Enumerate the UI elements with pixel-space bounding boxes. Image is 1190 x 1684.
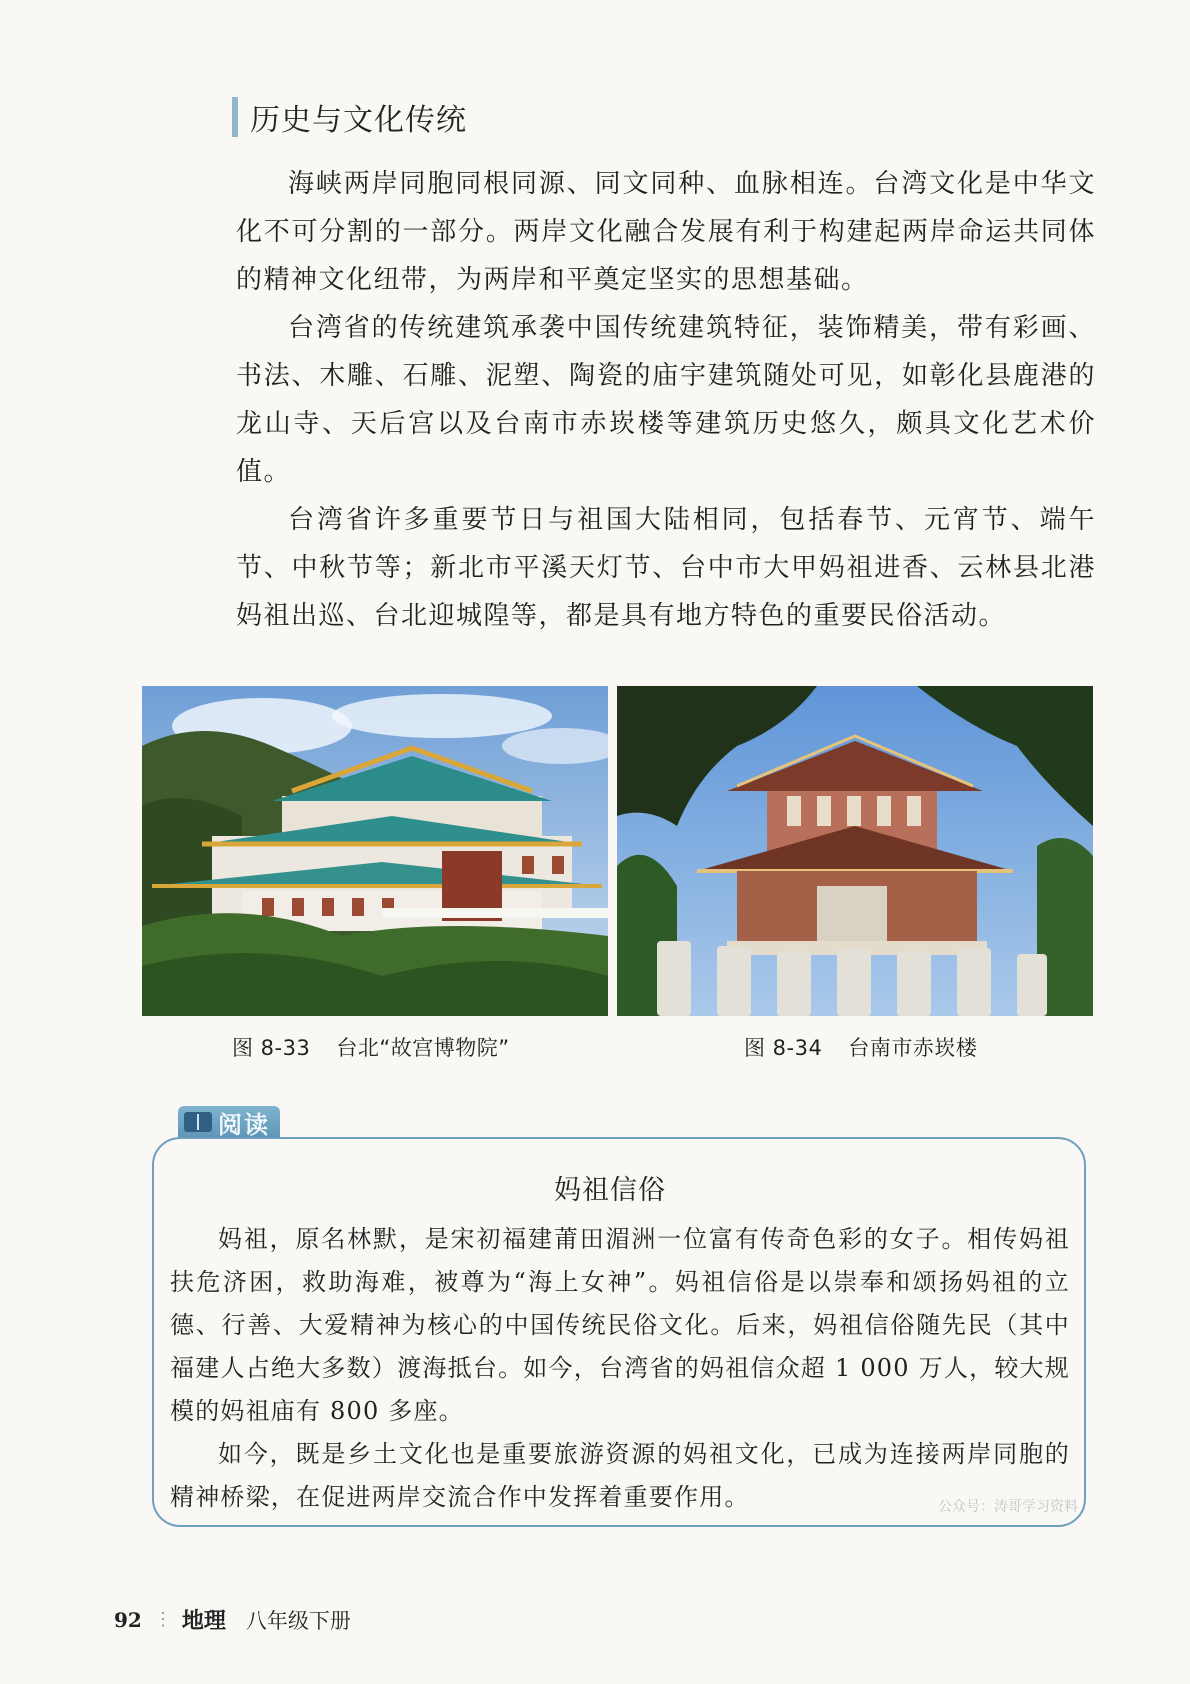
reading-tag-label: 阅读 xyxy=(218,1110,270,1139)
body-paragraph: 海峡两岸同胞同根同源、同文同种、血脉相连。台湾文化是中华文化不可分割的一部分。两岸文化融合发展有利于构建起两岸命运共同体的精神文化纽带，为两岸和平奠定坚实的思想基础。 xyxy=(236,169,1096,295)
reading-title: 妈祖信俗 xyxy=(554,1175,666,1206)
palace-museum-photo xyxy=(142,686,608,1016)
figure-caption-text: 台北“故宫博物院” xyxy=(336,1036,510,1060)
reading-tag xyxy=(178,1106,280,1138)
page-number: 92 xyxy=(114,1607,142,1632)
footer-divider: ⋮ xyxy=(153,1609,170,1630)
section-heading xyxy=(232,96,467,138)
footer-subject: 地理 xyxy=(181,1609,226,1634)
chihkan-tower-photo xyxy=(617,686,1093,1016)
footer-grade: 八年级下册 xyxy=(245,1608,351,1633)
figure-caption-8-33 xyxy=(232,1032,510,1062)
watermark: 公众号：涛哥学习资料 xyxy=(938,1499,1078,1515)
reading-paragraph: 如今，既是乡土文化也是重要旅游资源的妈祖文化，已成为连接两岸同胞的精神桥梁，在促进两岸交流合作中发挥着重要作用。 xyxy=(170,1440,1070,1511)
section-title: 历史与文化传统 xyxy=(250,103,467,138)
reading-text xyxy=(170,1218,1070,1519)
figure-number: 图 8-33 xyxy=(232,1036,311,1060)
body-paragraph: 台湾省许多重要节日与祖国大陆相同，包括春节、元宵节、端午节、中秋节等；新北市平溪天灯节、台中市大甲妈祖进香、云林县北港妈祖出巡、台北迎城隍等，都是具有地方特色的重要民俗活动。 xyxy=(236,505,1096,631)
body-paragraph: 台湾省的传统建筑承袭中国传统建筑特征，装饰精美，带有彩画、书法、木雕、石雕、泥塑、陶瓷的庙宇建筑随处可见，如彰化县鹿港的龙山寺、天后宫以及台南市赤崁楼等建筑历史悠久，颇具文化艺术价值。 xyxy=(236,313,1096,487)
figure-caption-text: 台南市赤崁楼 xyxy=(848,1036,978,1060)
heading-bar xyxy=(232,97,238,137)
figure-number: 图 8-34 xyxy=(744,1036,823,1060)
book-icon xyxy=(184,1112,212,1132)
reading-paragraph: 妈祖，原名林默，是宋初福建莆田湄洲一位富有传奇色彩的女子。相传妈祖扶危济困，救助海难，被尊为“海上女神”。妈祖信俗是以崇奉和颂扬妈祖的立德、行善、大爱精神为核心的中国传统民俗文化。后来，妈祖信俗随先民（其中福建人占绝大多数）渡海抵台。如今，台湾省的妈祖信众超 1 000 万人，较大规模的妈祖庙有 800 多座。 xyxy=(170,1225,1070,1425)
body-text xyxy=(236,160,1096,640)
figure-caption-8-34 xyxy=(744,1032,977,1062)
page-footer xyxy=(114,1604,351,1635)
